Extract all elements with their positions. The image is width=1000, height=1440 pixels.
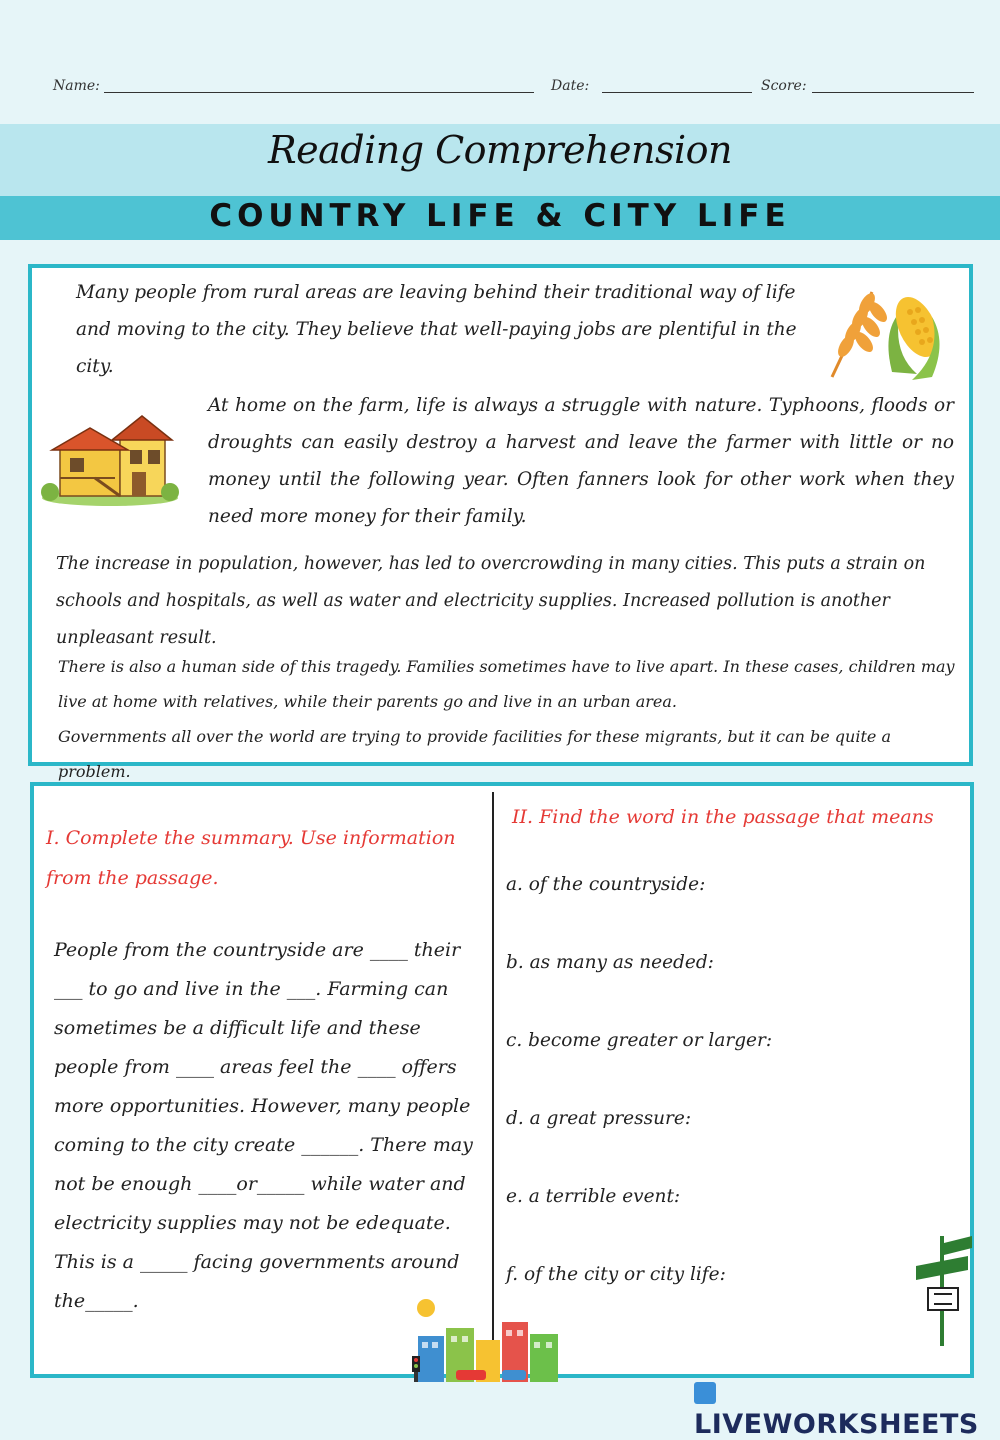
column-divider (492, 792, 494, 1360)
wheat-corn-icon (822, 282, 952, 382)
passage-paragraph-4 (58, 649, 958, 789)
student-info-header (0, 74, 1000, 104)
logo-mark-icon (694, 1382, 716, 1404)
summary-text: People from the countryside are ____ their ___ to go and live in the ___. Farming can sometimes be a difficult life and these people from ____ areas feel the ____ offers more opportunities. However, many people coming to the city create ______. There may not be enough ____or_____ while water and electricity supplies may not be edequate. This is a _____ facing governments around the_____. (54, 939, 473, 1312)
worksheet-title: Reading Comprehension (267, 128, 733, 172)
passage-paragraph-1: Many people from rural areas are leaving behind their traditional way of life and moving to the city. They believe that well-paying jobs are plentiful in the city. (76, 282, 797, 377)
passage-paragraph-2: At home on the farm, life is always a struggle with nature. Typhoons, floods or droughts can easily destroy a harvest and leave the farmer with little or no money until the following year. Often fanners look for other work when they need more money for their family. (208, 395, 954, 527)
definition-item-c: c. become greater or larger: (506, 1030, 773, 1051)
definition-item-b: b. as many as needed: (506, 952, 714, 973)
house-icon (40, 408, 180, 508)
name-field[interactable] (104, 92, 534, 93)
worksheet-subtitle: COUNTRY LIFE & CITY LIFE (209, 198, 791, 234)
section-2-heading: II. Find the word in the passage that means (512, 806, 934, 828)
definition-item-f: f. of the city or city life: (506, 1264, 726, 1285)
liveworksheets-logo (694, 1378, 1000, 1440)
passage-paragraph-3: The increase in population, however, has led to overcrowding in many cities. This puts a strain on schools and hospitals, as well as water and electricity supplies. Increased pollution is another unpleasant result. (56, 554, 926, 648)
street-sign-icon (910, 1226, 974, 1346)
reading-passage-box (28, 264, 973, 781)
passage-paragraph-4a: There is also a human side of this tragedy. Families sometimes have to live apart. In these cases, children may live at home with relatives, while their parents go and live in an urban area. (58, 657, 955, 711)
city-buildings-icon (406, 1296, 586, 1382)
name-label: Name: (53, 78, 100, 94)
logo-text: LIVEWORKSHEETS (694, 1409, 979, 1440)
date-field[interactable] (602, 92, 752, 93)
section-1-heading: I. Complete the summary. Use information from the passage. (46, 827, 456, 889)
definition-item-d: d. a great pressure: (506, 1108, 692, 1129)
questions-box (30, 782, 974, 1378)
score-field[interactable] (812, 92, 974, 93)
passage-paragraph-4b: Governments all over the world are trying to provide facilities for these migrants, but it can be quite a problem. (58, 727, 891, 781)
date-label: Date: (551, 78, 590, 94)
definition-item-a: a. of the countryside: (506, 874, 706, 895)
definition-item-e: e. a terrible event: (506, 1186, 681, 1207)
score-label: Score: (761, 78, 807, 94)
